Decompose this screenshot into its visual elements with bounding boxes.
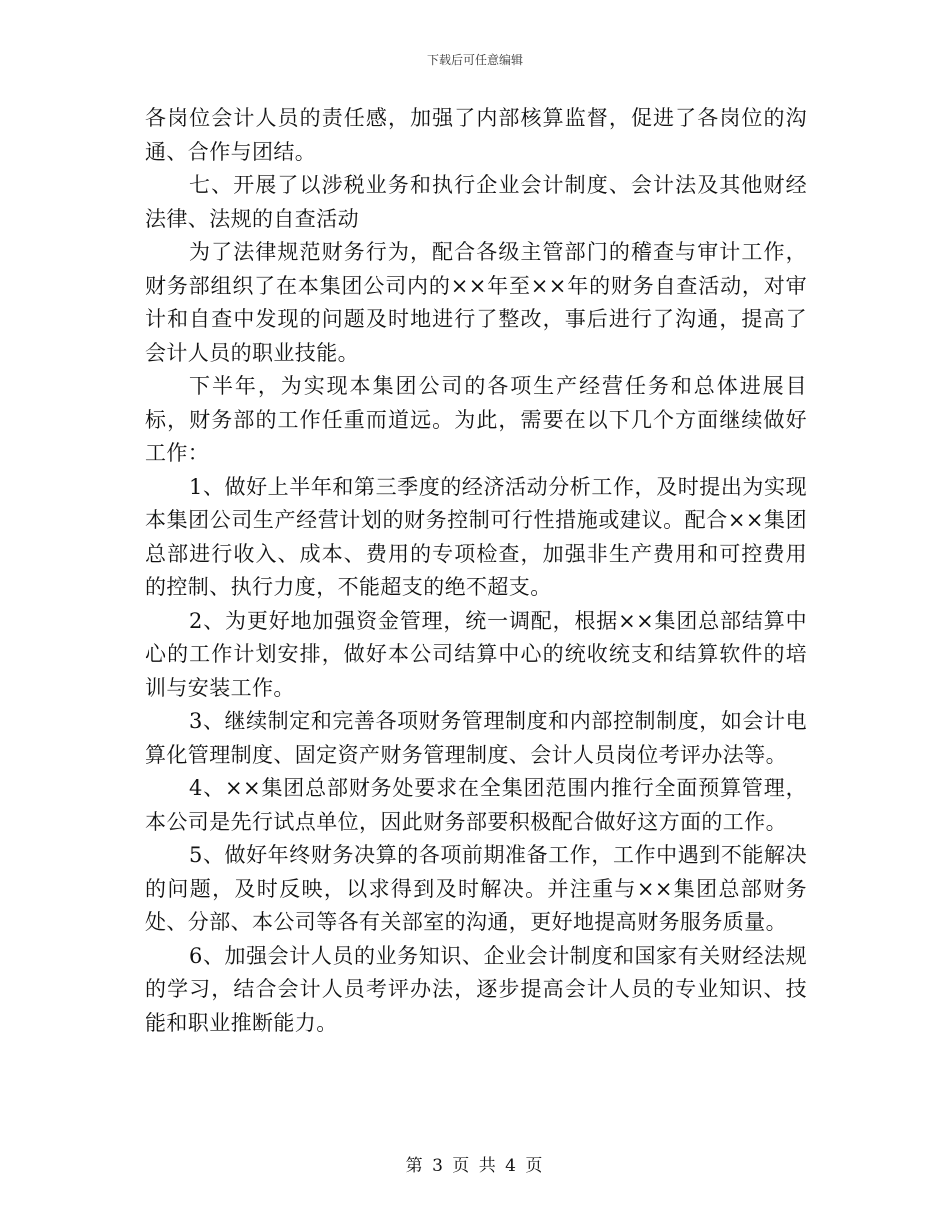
list-item-4: 4、××集团总部财务处要求在全集团范围内推行全面预算管理，本公司是先行试点单位，因此财务部要积极配合做好这方面的工作。	[145, 776, 807, 834]
paragraph-2-section-heading: 七、开展了以涉税业务和执行企业会计制度、会计法及其他财经法律、法规的自查活动	[145, 173, 807, 231]
list-item-1: 1、做好上半年和第三季度的经济活动分析工作，及时提出为实现本集团公司生产经营计划的财务控制可行性措施或建议。配合××集团总部进行收入、成本、费用的专项检查，加强非生产费用和可控费用的控制、执行力度，不能超支的绝不超支。	[145, 474, 807, 599]
list-item-2: 2、为更好地加强资金管理，统一调配，根据××集团总部结算中心的工作计划安排，做好本公司结算中心的统收统支和结算软件的培训与安装工作。	[145, 608, 807, 700]
page-header: 下载后可任意编辑	[426, 53, 523, 67]
list-item-6: 6、加强会计人员的业务知识、企业会计制度和国家有关财经法规的学习，结合会计人员考评办法，逐步提高会计人员的专业知识、技能和职业推断能力。	[145, 943, 807, 1035]
paragraph-3: 为了法律规范财务行为，配合各级主管部门的稽查与审计工作，财务部组织了在本集团公司内的××年至××年的财务自查活动，对审计和自查中发现的问题及时地进行了整改，事后进行了沟通，提高了会计人员的职业技能。	[145, 240, 807, 365]
page-number: 第 3 页 共 4 页	[405, 1156, 545, 1176]
list-item-5: 5、做好年终财务决算的各项前期准备工作，工作中遇到不能解决的问题，及时反映，以求得到及时解决。并注重与××集团总部财务处、分部、本公司等各有关部室的沟通，更好地提高财务服务质量。	[145, 843, 807, 934]
paragraph-1: 各岗位会计人员的责任感，加强了内部核算监督，促进了各岗位的沟通、合作与团结。	[145, 106, 807, 164]
paragraph-4: 下半年，为实现本集团公司的各项生产经营任务和总体进展目标，财务部的工作任重而道远。为此，需要在以下几个方面继续做好工作：	[145, 374, 807, 465]
list-item-3: 3、继续制定和完善各项财务管理制度和内部控制制度，如会计电算化管理制度、固定资产财务管理制度、会计人员岗位考评办法等。	[145, 709, 807, 767]
document-body	[145, 102, 807, 1040]
